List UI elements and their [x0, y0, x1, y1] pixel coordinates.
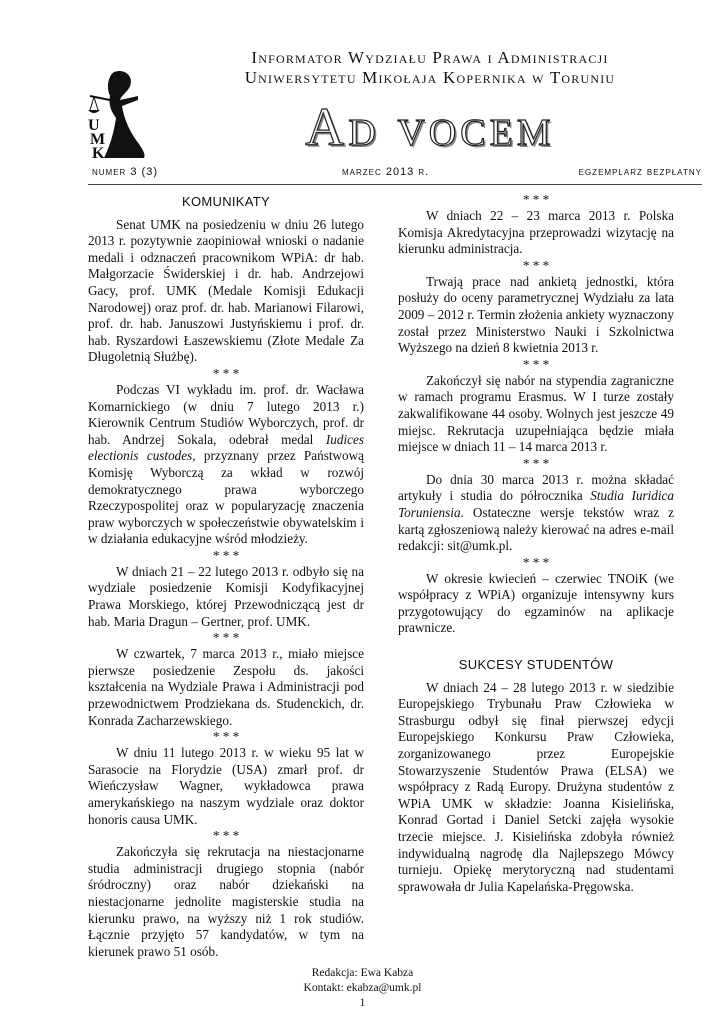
- news-item: Senat UMK na posiedzeniu w dniu 26 lutego 2013 r. pozytywnie zaopiniował wnioski o nadanie medali i odznaczeń pracownikom WPiA: dr hab. Małgorzacie Świderskiej i dr. hab. Andrzejowi Gacy, prof. UMK (Medale Komisji Edukacji Narodowej) oraz prof. dr. hab. Marianowi Filarowi, prof. dr. hab. Januszowi Justyńskiemu i prof. dr. hab. Ryszardowi Łaszewskiemu (Złote Medale Za Długoletnią Służbę).: [88, 216, 364, 365]
- separator-stars: * * *: [212, 365, 240, 381]
- header-line-1: Informator Wydziału Prawa i Administracji: [251, 48, 609, 67]
- news-item: W dniach 24 – 28 lutego 2013 r. w siedzibie Europejskiego Trybunału Praw Człowieka w Strasburgu odbył się finał pierwszej edycji Europejskiego Konkursu Praw Człowieka, zorganizowanego przez Europejskie Stowarzyszenie Studentów Prawa (ELSA) we współpracy z Radą Europy. Drużyna studentów z WPiA UMK w składzie: Joanna Kisielińska, Konrad Gortad i Daniel Setcki zajęła wysokie trzecie miejsce. J. Kisielińska zdobyła również indywidualną nagrodę dla Najlepszego Mówcy turnieju. Opiekę merytoryczną nad studentami sprawowała dr Julia Kapelańska-Pręgowska.: [398, 679, 674, 894]
- separator-stars: * * *: [212, 729, 240, 745]
- issue-date: marzec 2013 r.: [342, 166, 430, 178]
- news-item: Zakończyła się rekrutacja na niestacjonarne studia administracji drugiego stopnia (nabór śródroczny) oraz nabór dziekański na niestacjonarne jednolite magisterskie studia na kierunku prawo, na wyższy niż 1 rok studiów. Łącznie przyjęto 57 kandydatów, w tym na kierunek prawo 51 osób.: [88, 844, 364, 959]
- footer-editor: Redakcja: Ewa Kabza: [311, 967, 414, 979]
- umk-logo: [84, 66, 156, 160]
- footer-contact: Kontakt: ekabza@umk.pl: [303, 982, 422, 994]
- page-footer: [0, 966, 725, 1011]
- separator-stars: * * *: [522, 455, 550, 471]
- logo-letter-m: M: [90, 131, 106, 148]
- news-item: W dniach 22 – 23 marca 2013 r. Polska Komisja Akredytacyjna przeprowadzi wizytację na kierunku administracja.: [398, 208, 674, 257]
- right-column: [398, 192, 674, 895]
- issue-meta-row: [92, 166, 702, 184]
- separator-stars: * * *: [212, 828, 240, 844]
- separator-stars: * * *: [522, 356, 550, 372]
- newsletter-title: Ad vocem: [305, 97, 555, 157]
- news-item: Do dnia 30 marca 2013 r. można składać artykuły i studia do półrocznika Studia Iuridica Toruniensia. Ostateczne wersje tekstów wraz z kartą zgłoszeniową należy kierować na adres e-mail redakcji: sit@umk.pl.: [398, 471, 674, 554]
- issue-number: numer 3 (3): [92, 166, 159, 178]
- separator-stars: * * *: [522, 257, 550, 273]
- left-column: [88, 192, 364, 960]
- header-divider: [88, 184, 702, 185]
- news-item: Trwają prace nad ankietą jednostki, która posłuży do oceny parametrycznej Wydziału za lata 2009 – 2012 r. Termin złożenia ankiety wyznaczony został przez Ministerstwo Nauki i Szkolnictwa Wyższego na dzień 8 kwietnia 2013 r.: [398, 273, 674, 356]
- separator-stars: * * *: [522, 554, 550, 570]
- logo-letter-k: K: [92, 145, 105, 160]
- logo-letter-u: U: [88, 117, 100, 134]
- news-item: Zakończył się nabór na stypendia zagraniczne w ramach programu Erasmus. W I turze zostały zakwalifikowane 44 osoby. Wolnych jest jeszcze 49 miejsc. Rekrutacja uzupełniająca będzie miała miejsce w dniach 11 – 14 marca 2013 r.: [398, 372, 674, 455]
- news-item: Podczas VI wykładu im. prof. dr. Wacława Komarnickiego (w dniu 7 lutego 2013 r.) Kierownik Centrum Studiów Wyborczych, prof. dr hab. Andrzej Sokala, odebrał medal Iudices electionis custodes, przyznany przez Państwową Komisję Wyborczą za wkład w rozwój demokratycznego prawa wyborczego Rzeczypospolitej oraz w popularyzację znaczenia praw wyborczych w społeczeństwie obywatelskim i w działania edukacyjne wśród młodzieży.: [88, 381, 365, 547]
- separator-stars: * * *: [212, 630, 240, 646]
- separator-stars: * * *: [212, 547, 240, 563]
- free-copy-label: egzemplarz bezpłatny: [578, 166, 702, 178]
- news-item: W czwartek, 7 marca 2013 r., miało miejsce pierwsze posiedzenie Zespołu ds. jakości kształcenia na Wydziale Prawa i Administracji pod przewodnictwem Prodziekana ds. Studenckich, dr. Konrada Zacharzewskiego.: [88, 646, 364, 728]
- news-item: W dniu 11 lutego 2013 r. w wieku 95 lat w Sarasocie na Florydzie (USA) zmarł prof. dr Wieńczysław Wagner, wykładowca prawa amerykańskiego na naszym wydziale oraz doktor honoris causa UMK.: [88, 745, 364, 827]
- separator-stars: * * *: [522, 192, 550, 207]
- section-heading-komunikaty: KOMUNIKATY: [182, 194, 270, 209]
- section-heading-sukcesy: SUKCESY STUDENTÓW: [458, 657, 614, 673]
- news-item: W okresie kwiecień – czerwiec TNOiK (we współpracy z WPiA) organizuje intensywny kurs przygotowujący do egzaminów na aplikacje prawnicze.: [398, 570, 674, 636]
- news-item: W dniach 21 – 22 lutego 2013 r. odbyło się na wydziale posiedzenie Komisji Kodyfikacyjnej Prawa Morskiego, której Przewodniczącą jest dr hab. Maria Dragun – Gertner, prof. UMK.: [88, 563, 364, 629]
- header-line-2: Uniwersytetu Mikołaja Kopernika w Toruniu: [244, 68, 616, 87]
- page-number: 1: [359, 997, 366, 1009]
